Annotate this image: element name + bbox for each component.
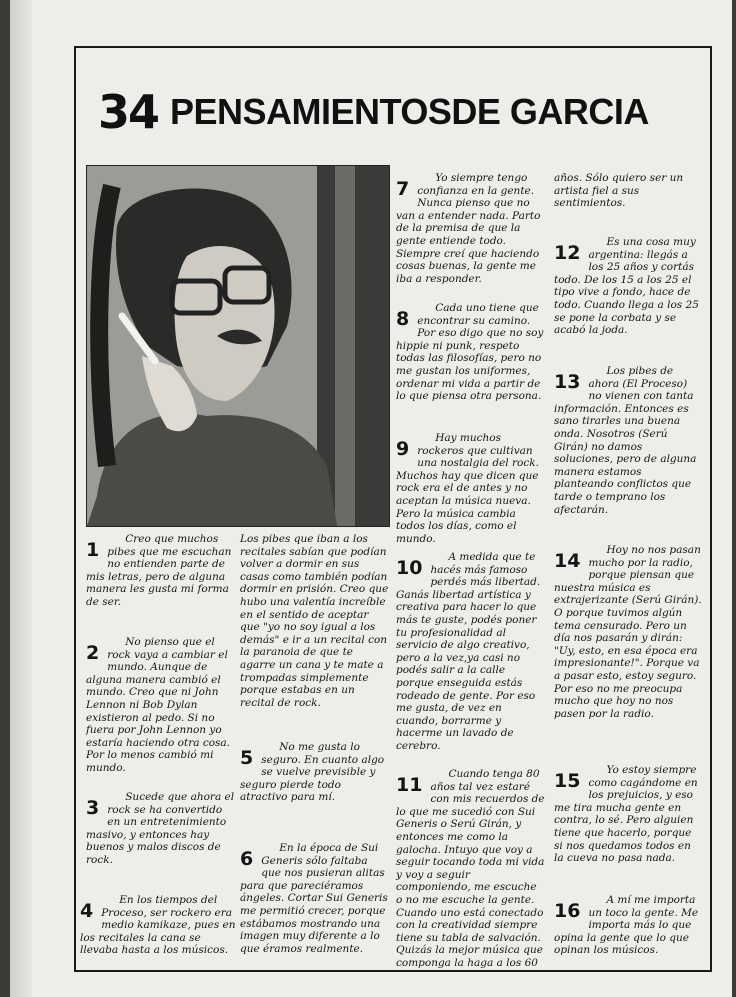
thought-text: Yo estoy siempre como cagándome en los prejuicios, y eso me tira mucha gente en contra, lo sé. Pero alguien tiene que hacerlo, porque si nos quedamos todos en la cueva no pasa nada. [554,764,698,865]
thought-text: A mí me importa un toco la gente. Me importa más lo que opina la gente que lo que opinan los músicos. [554,894,699,957]
portrait-photo [86,165,390,527]
thought-15 [554,764,702,865]
thought-14 [554,544,702,720]
thought-number: 4 [80,900,94,922]
thought-16 [554,894,702,957]
thought-2 [86,636,236,775]
thought-number: 3 [86,797,100,819]
thought-text: En la época de Sui Generis sólo faltaba que nos pusieran alitas para que pareciéramos ángeles. Cortar Sui Generis me permitió crecer, porque estábamos mostrando una imagen muy diferente a lo que éramos realmente. [240,842,388,955]
thought-text: En los tiempos del Proceso, ser rockero era medio kamikaze, pues en los recitales la cana se llevaba hasta a los músicos. [80,894,236,957]
thought-number: 11 [396,774,423,796]
thought-3 [86,791,236,867]
thought-text: No pienso que el rock vaya a cambiar el mundo. Aunque de alguna manera cambió el mundo. Creo que ni John Lennon ni Bob Dylan existieron al pedo. Si no fuera por John Lennon yo estaría haciendo otra cosa. Por lo menos cambió mi mundo. [86,636,231,774]
thought-4 [80,894,236,957]
title-text: PENSAMIENTOSDE GARCIA [170,91,649,132]
thought-text: Los pibes que iban a los recitales sabían que podían volver a dormir en sus casas como también podían dormir en prisión. Creo que hubo una valentía increíble en el sentido de aceptar que "yo no soy igual a los demás" e ir a un recital con la paranoia de que te agarre un cana y te mate a trompadas simplemente porque estabas en un recital de rock. [240,533,389,709]
thought-number: 10 [396,557,423,579]
thought-13 [554,365,702,516]
thought-text: A medida que te hacés más famoso perdés más libertad. Ganás libertad artística y creativa para hacer lo que más te guste, podés poner tu profesionalidad al servicio de algo creativo, pero a la vez,ya casi no podés salir a la calle porque enseguida estás rodeado de gente. Por eso me gusta, de vez en cuando, borrarme y hacerme un lavado de cerebro. [396,551,541,752]
thought-text: No me gusta lo seguro. En cuanto algo se vuelve previsible y seguro pierde todo atractivo para mí. [240,741,385,804]
thought-text: Cada uno tiene que encontrar su camino. Por eso digo que no soy hippie ni punk, respeto todas las filosofías, pero no me gustan los uniformes, ordenar mi vida a partir de lo que piensa otra persona. [396,302,544,403]
thought-number: 16 [554,900,581,922]
thought-12 [554,236,702,337]
thought-11 [396,768,546,970]
thought-number: 14 [554,550,581,572]
thought-number: 2 [86,642,100,664]
title-number: 34 [98,85,159,139]
thought-number: 1 [86,539,100,561]
thought-number: 6 [240,848,254,870]
thought-text: Hay muchos rockeros que cultivan una nostalgia del rock. Muchos hay que dicen que rock era el de antes y no aceptan la música nueva. Pero la música cambia todos los días, como el mundo. [396,432,539,545]
thought-text: Yo siempre tengo confianza en la gente. Nunca pienso que no van a entender nada. Parto de la premisa de que la gente entiende todo. Siempre creí que haciendo cosas buenas, la gente me iba a responder. [396,172,541,285]
thought-text: Los pibes de ahora (El Proceso) no vienen con tanta información. Entonces es sano tirarles una buena onda. Nosotros (Serú Girán) no damos soluciones, pero de alguna manera estamos planteando conflictos que tarde o temprano los afectarán. [554,365,697,516]
thought-number: 13 [554,371,581,393]
article-title [98,84,708,140]
thought-text: Es una cosa muy argentina: llegás a los 25 años y cortás todo. De los 15 a los 25 el tipo vive a fondo, hace de todo. Cuando llega a los 25 se pone la corbata y se acabó la joda. [554,236,699,337]
thought-text: Cuando tenga 80 años tal vez estaré con mis recuerdos de lo que me sucedió con Sui Generis o Serú Girán, y entonces me como la galocha. Intuyo que voy a seguir tocando toda mi vida y voy a seguir componiendo, me escuche o no me escuche la gente. Cuando uno está conectado con la creatividad siempre tiene su tabla de salvación. Quizás la mejor música que componga la haga a los 60 [396,768,545,969]
thought-number: 8 [396,308,410,330]
thought-10 [396,551,546,753]
thought-8 [396,302,546,403]
thought-number: 12 [554,242,581,264]
thought-text: Sucede que ahora el rock se ha convertido en un entretenimiento masivo, y entonces hay buenos y malos discos de rock. [86,791,235,866]
thought-number: 7 [396,178,410,200]
thought-number: 9 [396,438,410,460]
thought-11-continued [554,172,702,210]
thought-9 [396,432,546,545]
thought-4-continued [240,533,390,709]
thought-text: Creo que muchos pibes que me escuchan no entienden parte de mis letras, pero de alguna manera les gusta mi forma de ser. [86,533,232,608]
page-gutter [10,0,32,997]
thought-7 [396,172,546,285]
thought-text: años. Sólo quiero ser un artista fiel a sus sentimientos. [554,172,684,210]
thought-number: 15 [554,770,581,792]
thought-text: Hoy no nos pasan mucho por la radio, porque piensan que nuestra música es extrajerizante (Serú Girán). O porque tuvimos algún tema censurado. Pero un día nos pasarán y dirán: "Uy, esto, en esa época era impresionante!". Porque va a pasar esto, estoy seguro. Por eso no me preocupa mucho que hoy no nos pasen por la radio. [554,544,702,720]
thought-6 [240,842,390,955]
thought-5 [240,741,390,804]
thought-number: 5 [240,747,254,769]
thought-1 [86,533,236,609]
